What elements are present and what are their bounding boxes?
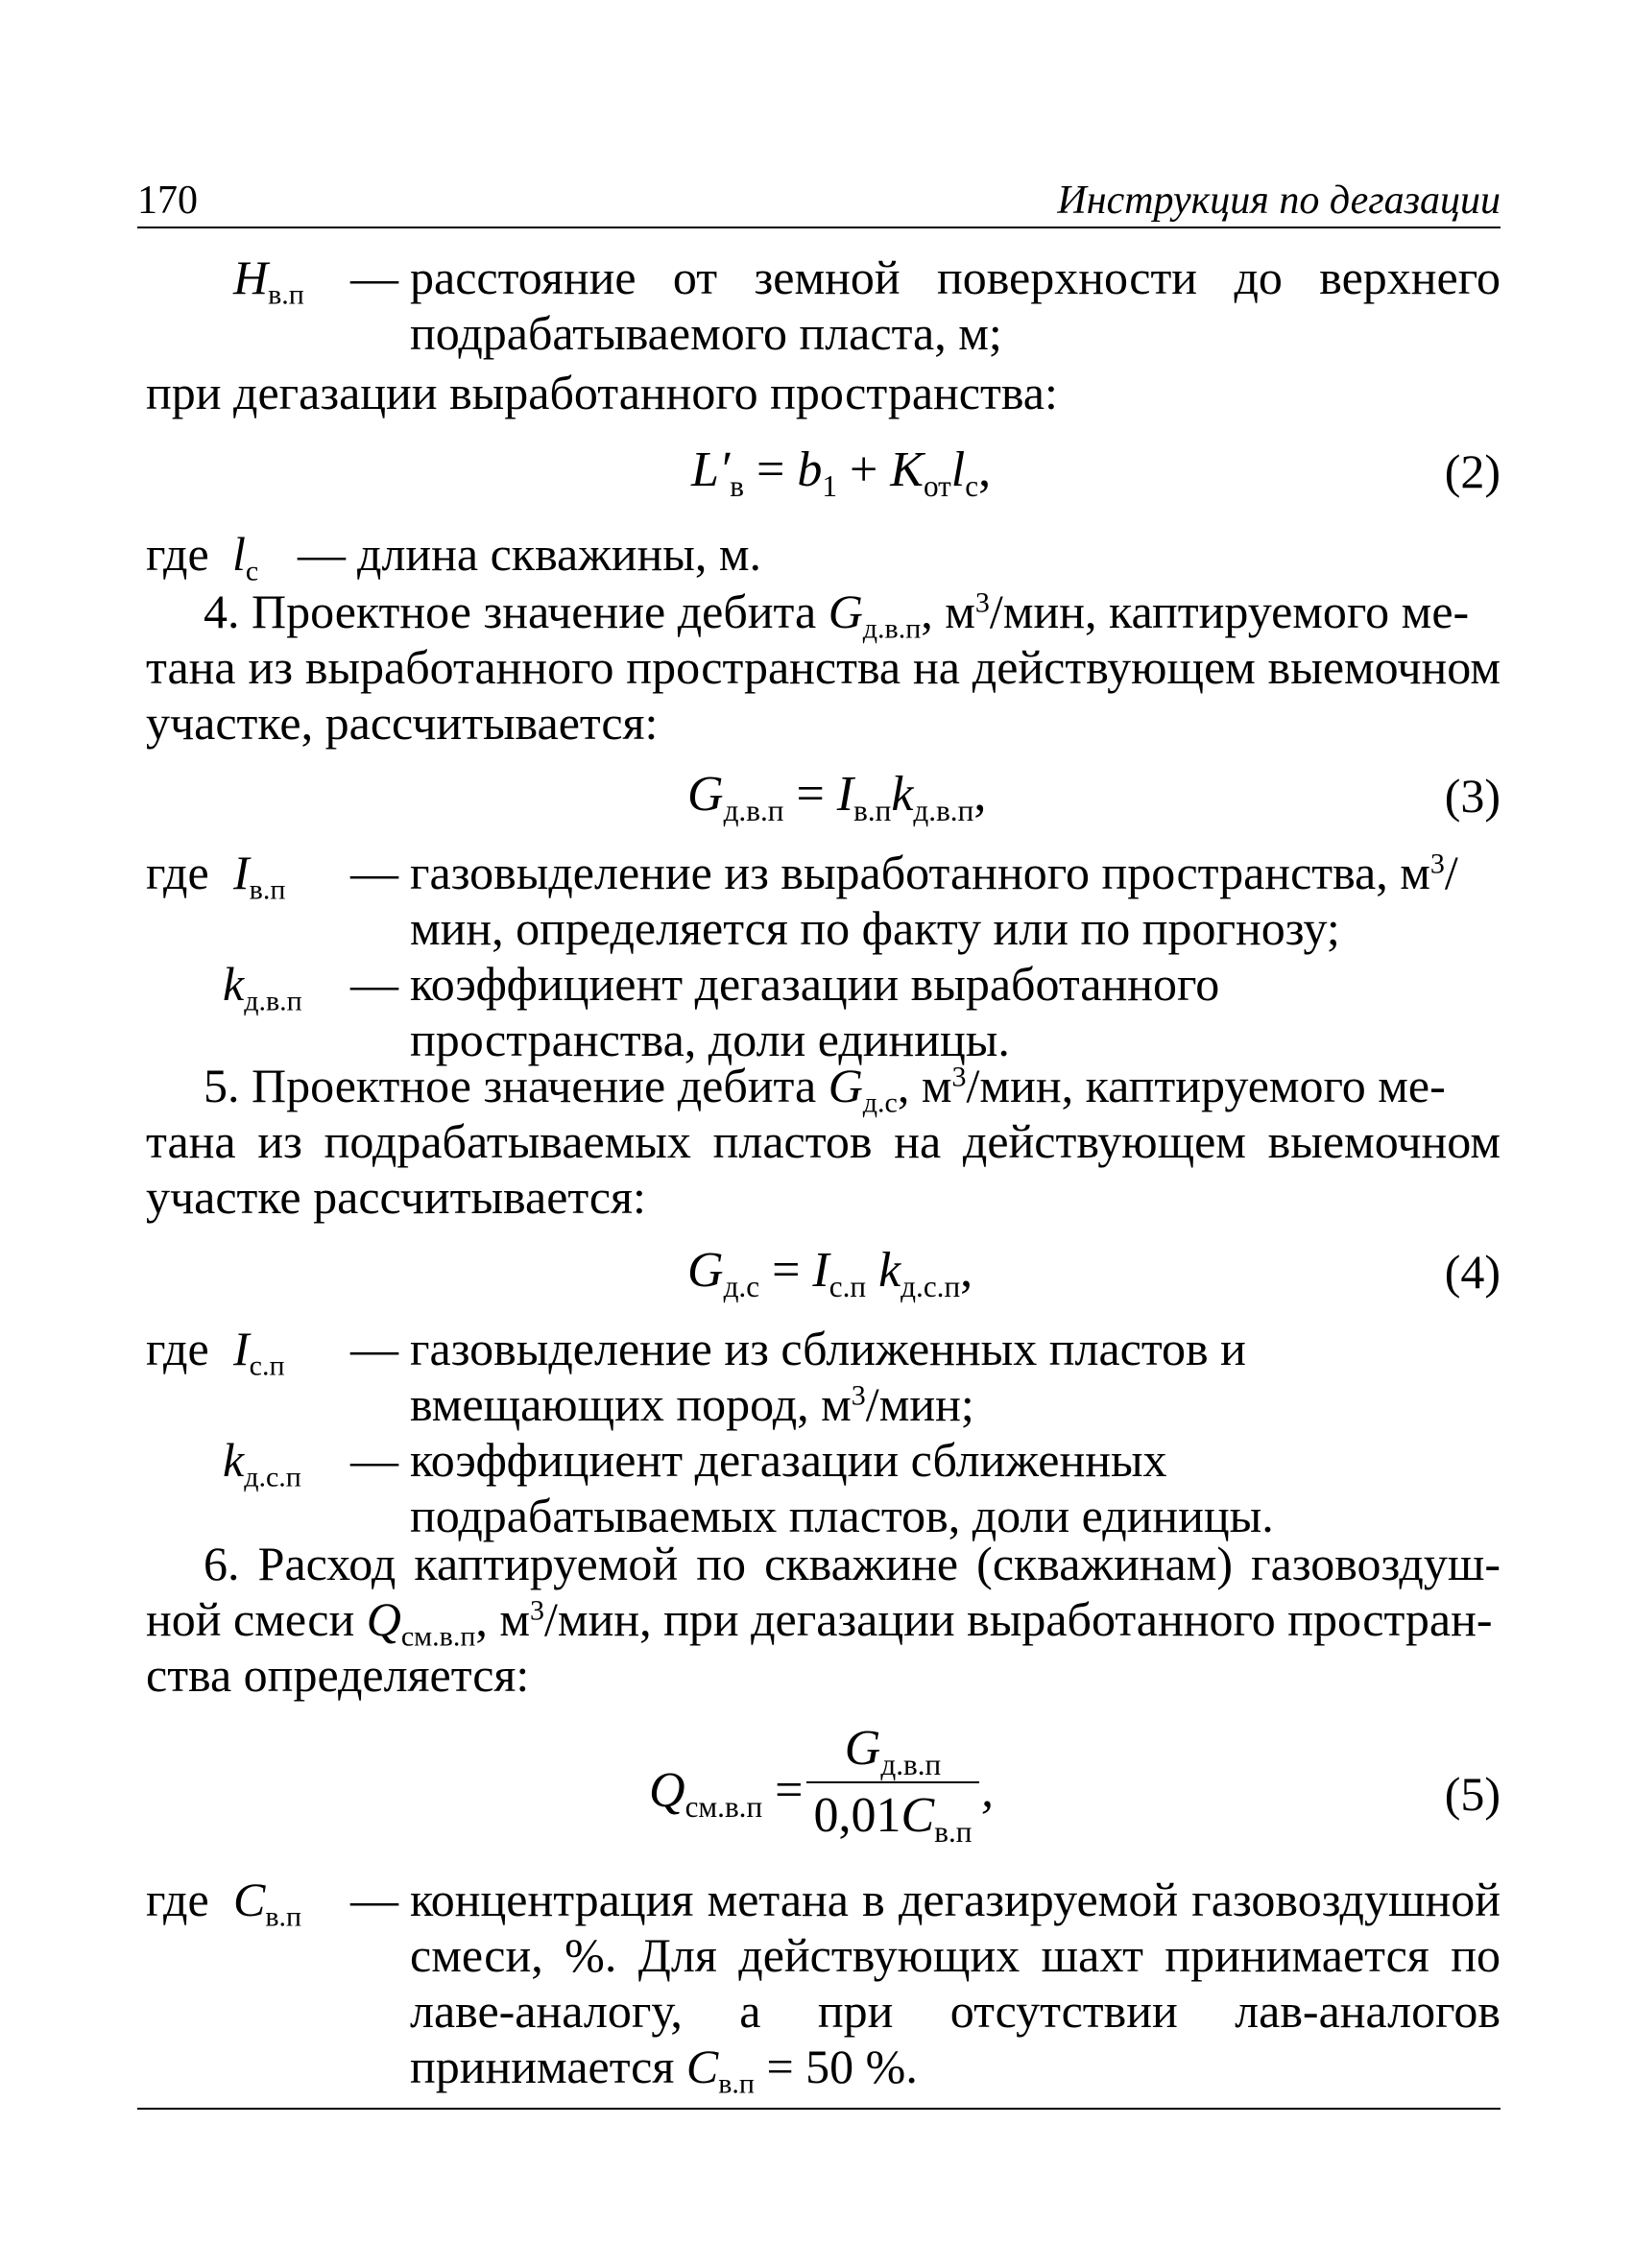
formula-5-comma: , — [981, 1763, 994, 1818]
definition-dash: — — [298, 527, 346, 581]
symbol-h-vp: $H_{в.п}$ — [233, 251, 304, 311]
paragraph-6-line-3: ства определяется: — [146, 1648, 530, 1702]
footer-rule — [137, 2108, 1501, 2110]
paragraph-4-line-3: участке, рассчитывается: — [146, 696, 659, 750]
fraction-denominator: $0,01C_{в.п}$ — [813, 1788, 973, 1849]
symbol-c-vp: $C_{в.п}$ — [233, 1873, 302, 1933]
where-label: где — [146, 1322, 209, 1375]
equation-number-2: (2) — [1444, 444, 1501, 498]
definition-dash: — — [350, 251, 398, 304]
where-label: где — [146, 846, 209, 899]
page-header — [137, 165, 1501, 228]
paragraph-4-line-1: 4. Проектное значение дебита $G_{д.в.п}$, $м^3$/мин, каптируемого ме- — [204, 585, 1470, 645]
definition-k-dvp: коэффициент дегазации выработанного пространства, доли единицы. — [410, 957, 1220, 1066]
equation-number-3: (3) — [1444, 769, 1501, 823]
page-number: 170 — [137, 179, 198, 223]
paragraph-5-line-2: тана из подрабатываемых пластов на действующем выемочном — [146, 1114, 1501, 1168]
header-rule — [137, 227, 1501, 228]
symbol-i-sp: $I_{с.п}$ — [233, 1322, 285, 1382]
definition-i-sp: газовыделение из сближенных пластов и вмещающих пород, $м^3$/мин; — [410, 1322, 1246, 1431]
paragraph-5-line-3: участке рассчитывается: — [146, 1170, 646, 1224]
intro-goaf-degassing: при дегазации выработанного пространства: — [146, 366, 1058, 419]
formula-5-fraction — [806, 1720, 979, 1849]
equation-number-4: (4) — [1444, 1245, 1501, 1299]
symbol-k-dsp: $k_{д.с.п}$ — [223, 1433, 301, 1493]
running-title: Инструкция по дегазации — [1057, 179, 1501, 223]
definition-dash: — — [350, 846, 398, 899]
paragraph-6-line-1: 6. Расход каптируемой по скважине (скважинам) газовоздуш- — [204, 1537, 1501, 1590]
formula-4: $G_{д.с} = I_{с.п}$ $k_{д.с.п}$, — [687, 1243, 973, 1303]
formula-3: $G_{д.в.п} = I_{в.п}k_{д.в.п}$, — [687, 767, 987, 827]
definition-c-vp: концентрация метана в дегазируемой газовоздушной смеси, %. Для действующих шахт принимается по лаве-аналогу, а при отсутствии лав-аналогов принимается $C_{в.п} = 50$ %. — [410, 1873, 1501, 2100]
definition-dash: — — [350, 1322, 398, 1375]
definition-dash: — — [350, 1873, 398, 1926]
symbol-l-c: $l_с$ — [232, 527, 259, 587]
definition-dash: — — [350, 1433, 398, 1487]
definition-l-c: длина скважины, м. — [357, 527, 762, 581]
formula-2: $L'_в = b_1 + K_{от}l_с$, — [691, 442, 992, 503]
definition-h-vp: расстояние от земной поверхности до верхнего подрабатываемого пласта, м; — [410, 251, 1501, 360]
symbol-k-dvp: $k_{д.в.п}$ — [223, 957, 302, 1017]
paragraph-6-line-2: ной смеси $Q_{см.в.п}$, $м^3$/мин, при дегазации выработанного простран- — [146, 1592, 1493, 1653]
symbol-i-vp: $I_{в.п}$ — [233, 846, 286, 906]
where-label: где — [146, 527, 209, 581]
paragraph-5-line-1: 5. Проектное значение дебита $G_{д.с}$, $м^3$/мин, каптируемого ме- — [204, 1059, 1446, 1119]
paragraph-4-line-2: тана из выработанного пространства на действующем выемочном — [146, 640, 1501, 694]
fraction-numerator: $G_{д.в.п}$ — [844, 1721, 942, 1781]
fraction-bar — [806, 1781, 979, 1783]
definition-dash: — — [350, 957, 398, 1011]
definition-i-vp: газовыделение из выработанного пространства, $м^3$/мин, определяется по факту или по прогнозу; — [410, 846, 1458, 955]
where-label: где — [146, 1873, 209, 1926]
formula-5-lhs: $Q_{см.в.п}$ = — [649, 1763, 804, 1824]
definition-k-dsp: коэффициент дегазации сближенных подрабатываемых пластов, доли единицы. — [410, 1433, 1274, 1542]
equation-number-5: (5) — [1444, 1767, 1501, 1821]
